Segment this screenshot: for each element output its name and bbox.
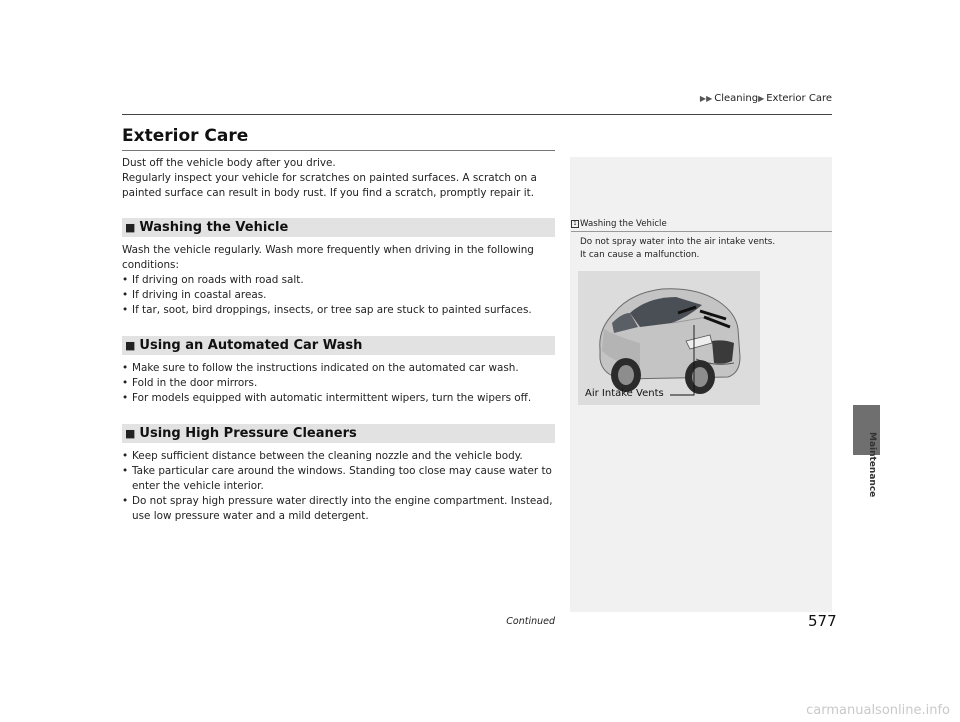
list-item: • Take particular care around the windows. Standing too close may cause water to enter the vehicle interior. xyxy=(122,464,558,494)
chapter-tab-label: Maintenance xyxy=(867,432,877,498)
breadcrumb-arrow-icon: ▶ xyxy=(758,94,765,103)
section-heading-automated-wash xyxy=(122,336,555,355)
section-heading-high-pressure xyxy=(122,424,555,443)
intro-paragraph xyxy=(122,156,558,201)
list-item: • Fold in the door mirrors. xyxy=(122,376,558,391)
section-heading-label: Washing the Vehicle xyxy=(139,220,289,235)
car-illustration xyxy=(578,271,760,405)
breadcrumb-cleaning[interactable]: Cleaning xyxy=(714,93,759,104)
air-intake-vents-label: Air Intake Vents xyxy=(585,388,664,399)
section-heading-label: Using an Automated Car Wash xyxy=(139,338,363,353)
breadcrumb-arrow-icon: ▶▶ xyxy=(699,94,713,103)
intro-line: Dust off the vehicle body after you drive. xyxy=(122,157,336,169)
note-reference-icon: 1 xyxy=(571,220,579,228)
section-heading-washing xyxy=(122,218,555,237)
intro-line: painted surface can result in body rust. If you find a scratch, promptly repair it. xyxy=(122,187,535,199)
square-bullet-icon: ■ xyxy=(125,427,136,440)
page-title: Exterior Care xyxy=(122,126,249,146)
list-item: • Make sure to follow the instructions indicated on the automated car wash. xyxy=(122,361,558,376)
list-item: • If tar, soot, bird droppings, insects, or tree sap are stuck to painted surfaces. xyxy=(122,303,558,318)
car-icon xyxy=(578,271,760,405)
page-number: 577 xyxy=(808,612,837,630)
square-bullet-icon: ■ xyxy=(125,339,136,352)
side-note-divider xyxy=(571,231,832,232)
list-item: • If driving on roads with road salt. xyxy=(122,273,558,288)
side-note-title: Washing the Vehicle xyxy=(580,219,667,229)
side-note-text xyxy=(580,236,825,262)
header-divider xyxy=(122,114,832,115)
automated-wash-bullet-list xyxy=(122,361,558,406)
continued-label: Continued xyxy=(506,616,555,627)
breadcrumb-exterior-care[interactable]: Exterior Care xyxy=(766,93,832,104)
list-item: • Do not spray high pressure water directly into the engine compartment. Instead, use low pressure water and a mild detergent. xyxy=(122,494,558,524)
list-item: • For models equipped with automatic intermittent wipers, turn the wipers off. xyxy=(122,391,558,406)
breadcrumb xyxy=(700,93,832,104)
high-pressure-bullet-list xyxy=(122,449,558,524)
section-heading-label: Using High Pressure Cleaners xyxy=(139,426,357,441)
intro-line: Regularly inspect your vehicle for scratches on painted surfaces. A scratch on a xyxy=(122,172,537,184)
lead-line: conditions: xyxy=(122,259,179,271)
lead-line: Wash the vehicle regularly. Wash more frequently when driving in the following xyxy=(122,244,534,256)
square-bullet-icon: ■ xyxy=(125,221,136,234)
watermark: carmanualsonline.info xyxy=(806,703,950,718)
side-note-heading xyxy=(571,219,667,229)
side-note-line: It can cause a malfunction. xyxy=(580,250,700,260)
washing-lead-paragraph xyxy=(122,243,558,273)
title-divider xyxy=(122,150,555,151)
list-item: • Keep sufficient distance between the cleaning nozzle and the vehicle body. xyxy=(122,449,558,464)
side-note-line: Do not spray water into the air intake vents. xyxy=(580,237,776,247)
washing-bullet-list xyxy=(122,273,558,318)
list-item: • If driving in coastal areas. xyxy=(122,288,558,303)
